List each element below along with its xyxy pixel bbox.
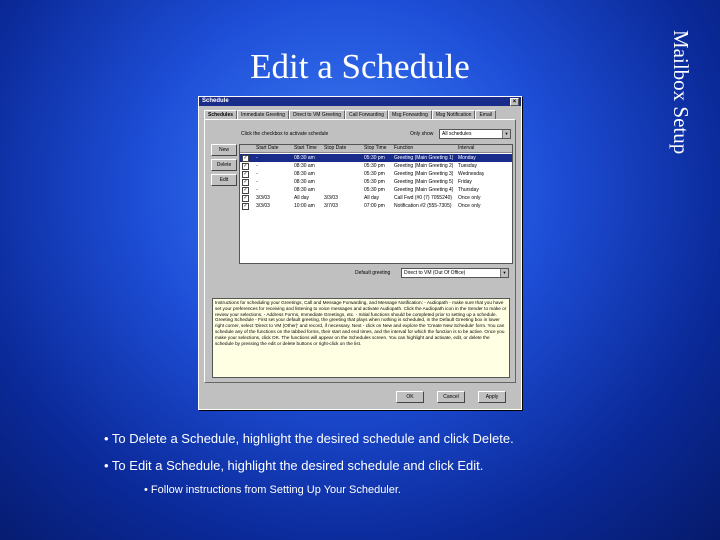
- table-row[interactable]: [240, 154, 512, 162]
- function-cell: Greeting (Main Greeting 2): [394, 163, 454, 169]
- interval-cell: Tuesday: [458, 163, 477, 169]
- bullet-item: • Follow instructions from Setting Up Your Scheduler.: [144, 484, 401, 496]
- tab-immediate-greeting[interactable]: Immediate Greeting: [237, 110, 289, 119]
- tab-email[interactable]: Email: [475, 110, 496, 119]
- function-cell: Greeting (Main Greeting 3): [394, 171, 454, 177]
- column-header[interactable]: Start Time: [292, 145, 323, 153]
- edit-button[interactable]: Edit: [211, 174, 237, 186]
- start-date-cell: -: [256, 179, 258, 185]
- dialog-title-bar: [199, 97, 521, 106]
- stop-date-cell: 3/3/03: [324, 195, 338, 201]
- checkbox[interactable]: ✓: [243, 155, 248, 161]
- table-row[interactable]: [240, 186, 512, 194]
- function-cell: Greeting (Main Greeting 5): [394, 179, 454, 185]
- interval-cell: Monday: [458, 155, 476, 161]
- chevron-down-icon[interactable]: ▼: [500, 269, 508, 277]
- dialog-title: Schedule: [202, 98, 229, 104]
- checkbox[interactable]: ✓: [243, 171, 248, 177]
- table-row[interactable]: [240, 202, 512, 210]
- start-date-cell: -: [256, 187, 258, 193]
- chevron-down-icon[interactable]: ▼: [502, 130, 510, 138]
- interval-cell: Thursday: [458, 187, 479, 193]
- start-time-cell: 08:30 am: [294, 171, 315, 177]
- default-greeting-select[interactable]: [401, 268, 509, 278]
- tab-call-forwarding[interactable]: Call Forwarding: [345, 110, 388, 119]
- checkbox[interactable]: ✓: [243, 187, 248, 193]
- only-show-value: All schedules: [442, 131, 472, 137]
- stop-time-cell: 07:00 pm: [364, 203, 385, 209]
- table-row[interactable]: [240, 170, 512, 178]
- close-icon[interactable]: ×: [510, 98, 519, 106]
- schedules-panel: [204, 119, 516, 383]
- checkbox[interactable]: ✓: [243, 179, 248, 185]
- checkbox[interactable]: ✓: [243, 203, 248, 209]
- interval-cell: Wednesday: [458, 171, 485, 177]
- stop-date-cell: 3/7/03: [324, 203, 338, 209]
- table-row[interactable]: [240, 178, 512, 186]
- delete-button[interactable]: Delete: [211, 159, 237, 171]
- tab-msg-notification[interactable]: Msg Notification: [432, 110, 476, 119]
- function-cell: Call Fwd (#0 (7) 7055240): [394, 195, 453, 201]
- interval-cell: Once only: [458, 195, 481, 201]
- schedule-dialog: [198, 96, 522, 410]
- start-date-cell: -: [256, 171, 258, 177]
- only-show-label: Only show: [410, 131, 434, 137]
- tab-strip: [204, 110, 516, 119]
- start-time-cell: All day: [294, 195, 310, 201]
- bullet-item: • To Edit a Schedule, highlight the desired schedule and click Edit.: [104, 458, 484, 473]
- cancel-button[interactable]: Cancel: [437, 391, 465, 403]
- interval-cell: Friday: [458, 179, 472, 185]
- start-date-cell: -: [256, 155, 258, 161]
- tab-direct-to-vm-greeting[interactable]: Direct to VM Greeting: [289, 110, 345, 119]
- column-header[interactable]: Stop Time: [362, 145, 393, 153]
- column-header[interactable]: Stop Date: [322, 145, 363, 153]
- default-greeting-value: Direct to VM (Out Of Office): [404, 270, 466, 276]
- stop-time-cell: All day: [364, 195, 380, 201]
- start-time-cell: 08:30 am: [294, 163, 315, 169]
- checkbox[interactable]: ✓: [243, 163, 248, 169]
- start-time-cell: 08:30 am: [294, 179, 315, 185]
- start-time-cell: 08:30 am: [294, 187, 315, 193]
- schedule-table: [239, 144, 513, 264]
- tab-msg-forwarding[interactable]: Msg Forwarding: [388, 110, 432, 119]
- default-greeting-label: Default greeting: [355, 270, 391, 276]
- bullet-item: • To Delete a Schedule, highlight the desired schedule and click Delete.: [104, 431, 514, 446]
- instructions-box: Instructions for scheduling your Greetings, Call and Message Forwarding, and Message Notification: - Audiopath - make sure that you have set your preferences for receiving and listening to voice messages and activate Audiopath. Click the Audiopath icon in the Sender to make or review your selections. - Address Forms, Immediate Greetings, etc. - Initial functions should be completed prior to setting up a schedule. Greeting Schedule - First set your default greeting, the greeting that plays when nothing is scheduled, in the Default Greeting box in lower right corner, select 'Direct to VM (Other)' and record, if necessary. Next - click on New and explore the 'Create New Schedule' form. You can schedule any of the functions on the tabbed forms, their start and end times, and the interval for which the function is to be active. Once you make your selections, click OK. The functions will appear on the Schedules screen. You can highlight and activate, edit, or delete the schedule by pressing the edit or delete buttons or right-click on the list.: [212, 298, 510, 378]
- function-cell: Notification #2 (555-7305): [394, 203, 452, 209]
- start-time-cell: 10:00 am: [294, 203, 315, 209]
- apply-button[interactable]: Apply: [478, 391, 506, 403]
- stop-time-cell: 05:30 pm: [364, 163, 385, 169]
- column-header[interactable]: Function: [392, 145, 457, 153]
- checkbox-hint: Click the checkbox to activate schedule: [241, 131, 329, 137]
- start-time-cell: 08:30 am: [294, 155, 315, 161]
- stop-time-cell: 05:30 pm: [364, 187, 385, 193]
- function-cell: Greeting (Main Greeting 1): [394, 155, 454, 161]
- checkbox[interactable]: ✓: [243, 195, 248, 201]
- column-header[interactable]: Start Date: [254, 145, 293, 153]
- interval-cell: Once only: [458, 203, 481, 209]
- stop-time-cell: 05:30 pm: [364, 171, 385, 177]
- tab-schedules[interactable]: Schedules: [204, 110, 237, 120]
- start-date-cell: -: [256, 163, 258, 169]
- new-button[interactable]: New: [211, 144, 237, 156]
- stop-time-cell: 05:30 pm: [364, 155, 385, 161]
- column-header[interactable]: Interval: [456, 145, 513, 153]
- start-date-cell: 3/3/03: [256, 203, 270, 209]
- column-header-check: [240, 145, 255, 153]
- table-row[interactable]: [240, 162, 512, 170]
- start-date-cell: 3/3/03: [256, 195, 270, 201]
- stop-time-cell: 05:30 pm: [364, 179, 385, 185]
- function-cell: Greeting (Main Greeting 4): [394, 187, 454, 193]
- slide-title: Edit a Schedule: [250, 47, 470, 86]
- table-row[interactable]: [240, 194, 512, 202]
- section-title: Mailbox Setup: [669, 30, 693, 155]
- ok-button[interactable]: OK: [396, 391, 424, 403]
- only-show-select[interactable]: [439, 129, 511, 139]
